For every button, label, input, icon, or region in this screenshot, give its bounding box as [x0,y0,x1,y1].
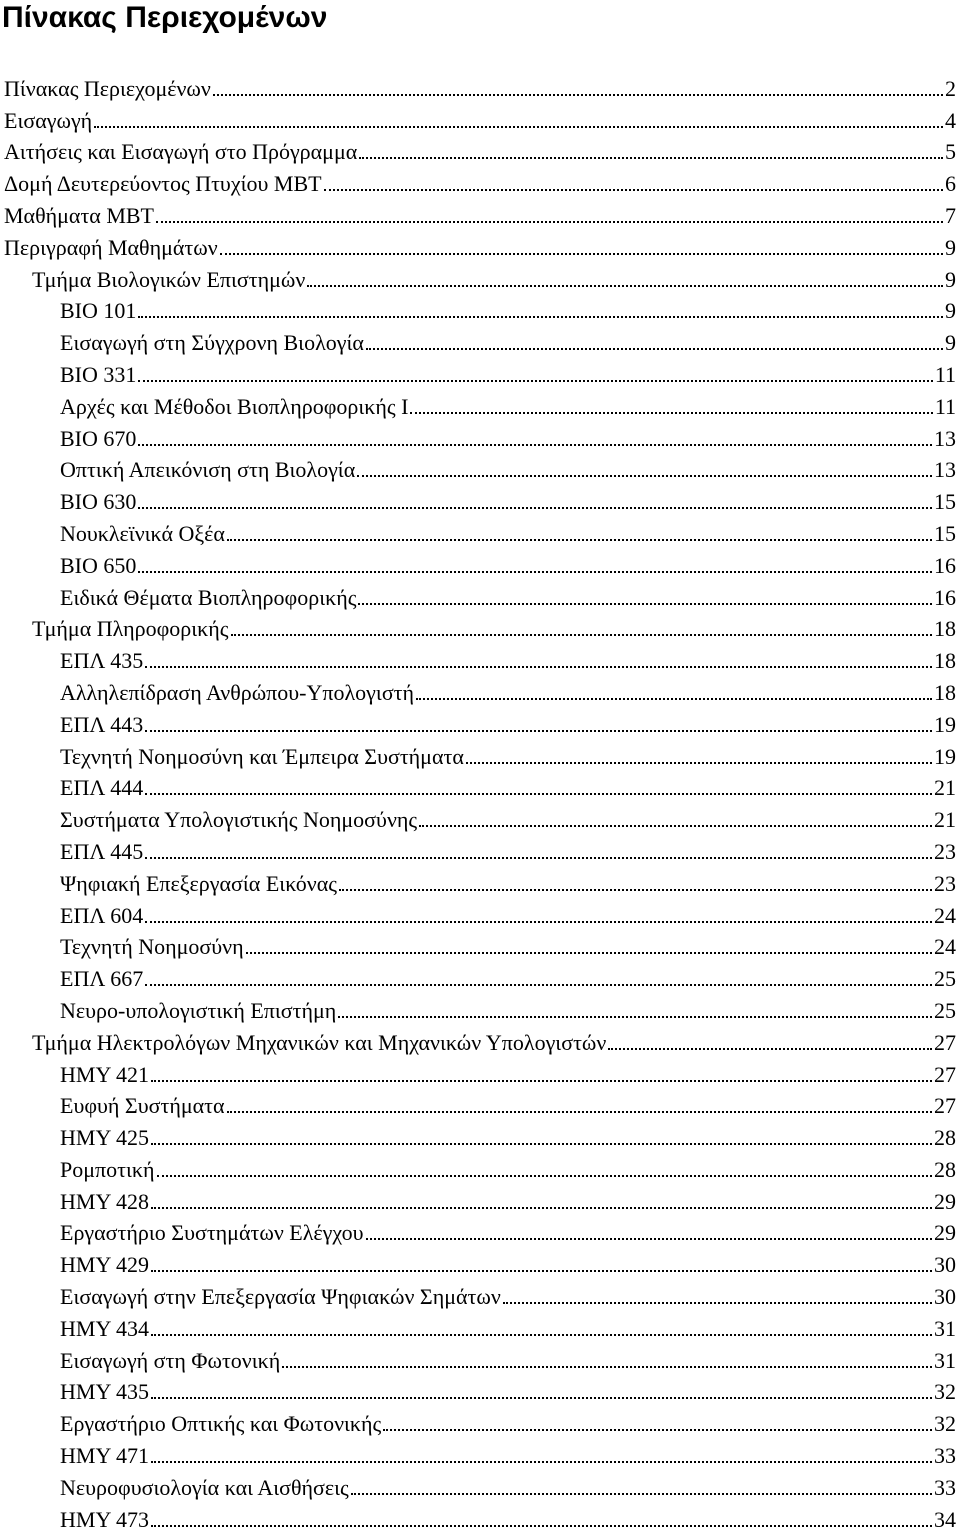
toc-entry-page-number: 21 [934,775,956,801]
toc-entry-title: ΗΜΥ 421 [60,1061,150,1087]
dot-leader [151,1080,932,1082]
toc-entry[interactable] [0,992,960,1024]
dot-leader [145,921,932,923]
toc-entry-title: Ευφυή Συστήματα [60,1093,225,1119]
toc-entry-page-number: 32 [934,1379,956,1405]
dot-leader [138,380,932,382]
dot-leader [145,984,932,986]
toc-entry-title: Τεχνητή Νοημοσύνη και Έμπειρα Συστήματα [60,743,464,769]
dot-leader [324,189,943,191]
toc-entry-title: Τμήμα Ηλεκτρολόγων Μηχανικών και Μηχανικών Υπολογιστών [32,1029,607,1055]
toc-entry-page-number: 24 [934,902,956,928]
dot-leader [416,698,932,700]
toc-entry[interactable] [0,1405,960,1437]
toc-entry-page-number: 5 [945,139,956,165]
toc-entry[interactable] [0,801,960,833]
dot-leader [138,571,932,573]
dot-leader [151,1334,932,1336]
toc-entry[interactable] [0,261,960,293]
toc-entry-title: Τεχνητή Νοημοσύνη [60,934,244,960]
dot-leader [145,666,932,668]
toc-entry-title: ΕΠΛ 435 [60,648,144,674]
toc-entry[interactable] [0,1374,960,1406]
toc-entry-page-number: 29 [934,1188,956,1214]
toc-entry-title: ΗΜΥ 434 [60,1315,150,1341]
dot-leader [151,1270,932,1272]
toc-entry-title: Νουκλεϊνικά Οξέα [60,520,225,546]
toc-entry[interactable] [0,579,960,611]
toc-entry-page-number: 16 [934,552,956,578]
dot-leader [358,603,932,605]
dot-leader [227,1111,932,1113]
toc-entry-title: ΗΜΥ 471 [60,1443,150,1469]
dot-leader [246,952,932,954]
toc-entry[interactable] [0,452,960,484]
toc-entry-title: ΕΠΛ 667 [60,966,144,992]
toc-entry[interactable] [0,738,960,770]
toc-entry-page-number: 2 [945,75,956,101]
toc-entry[interactable] [0,293,960,325]
toc-entry-title: ΒΙΟ 650 [60,552,137,578]
toc-entry-page-number: 9 [945,234,956,260]
toc-entry-title: Αιτήσεις και Εισαγωγή στο Πρόγραμμα [4,139,358,165]
toc-entry-title: ΗΜΥ 429 [60,1252,150,1278]
toc-entry-page-number: 32 [934,1411,956,1437]
toc-entry-title: ΗΜΥ 425 [60,1125,150,1151]
toc-entry-title: ΕΠΛ 445 [60,838,144,864]
toc-entry-title: Εργαστήριο Οπτικής και Φωτονικής [60,1411,382,1437]
dot-leader [94,126,943,128]
toc-entry-page-number: 18 [934,679,956,705]
dot-leader [366,348,943,350]
toc-entry[interactable] [0,1437,960,1469]
toc-entry[interactable] [0,1183,960,1215]
toc-entry[interactable] [0,833,960,865]
dot-leader [138,316,943,318]
dot-leader [419,825,932,827]
dot-leader [145,793,932,795]
toc-entry-title: ΕΠΛ 443 [60,711,144,737]
dot-leader [145,730,932,732]
dot-leader [351,1493,932,1495]
toc-entry-title: Ρομποτική [60,1156,155,1182]
toc-entry[interactable] [0,483,960,515]
toc-entry[interactable] [0,356,960,388]
toc-entry[interactable] [0,611,960,643]
dot-leader [151,1397,932,1399]
toc-entry-page-number: 23 [934,838,956,864]
toc-entry-title: Νευροφυσιολογία και Αισθήσεις [60,1474,349,1500]
toc-entry[interactable] [0,1024,960,1056]
toc-entry-page-number: 33 [934,1474,956,1500]
toc-entry-title: Συστήματα Υπολογιστικής Νοημοσύνης [60,807,418,833]
toc-entry-title: Τμήμα Βιολογικών Επιστημών [32,266,306,292]
dot-leader [138,507,932,509]
toc-entry[interactable] [0,706,960,738]
toc-entry-title: Εισαγωγή στη Φωτονική [60,1347,281,1373]
dot-leader [466,762,932,764]
toc-entry[interactable] [0,102,960,134]
toc-entry-page-number: 24 [934,934,956,960]
toc-entry[interactable] [0,229,960,261]
dot-leader [145,857,932,859]
toc-entry-title: ΗΜΥ 428 [60,1188,150,1214]
toc-entry[interactable] [0,960,960,992]
toc-entry-title: ΒΙΟ 670 [60,425,137,451]
toc-entry[interactable] [0,1310,960,1342]
toc-entry[interactable] [0,642,960,674]
toc-entry-title: Εισαγωγή στη Σύγχρονη Βιολογία [60,330,364,356]
toc-entry-title: ΗΜΥ 435 [60,1379,150,1405]
toc-entry-page-number: 30 [934,1252,956,1278]
toc-entry-page-number: 28 [934,1156,956,1182]
toc-entry[interactable] [0,1119,960,1151]
toc-entry-page-number: 11 [934,393,956,419]
dot-leader [156,221,943,223]
toc-entry[interactable] [0,1215,960,1247]
toc-entry-title: Εισαγωγή στην Επεξεργασία Ψηφιακών Σημάτων [60,1284,501,1310]
toc-entry[interactable] [0,674,960,706]
toc-entry[interactable] [0,165,960,197]
toc-entry[interactable] [0,865,960,897]
toc-entry[interactable] [0,770,960,802]
toc-entry-page-number: 9 [945,298,956,324]
toc-entry[interactable] [0,324,960,356]
toc-entry-page-number: 30 [934,1284,956,1310]
toc-entry[interactable] [0,547,960,579]
dot-leader [366,1238,933,1240]
toc-entry-page-number: 18 [934,648,956,674]
toc-entry-title: Αρχές και Μέθοδοι Βιοπληροφορικής Ι [60,393,409,419]
toc-entry-page-number: 34 [934,1506,956,1532]
toc-entry[interactable] [0,1246,960,1278]
toc-entry-title: Ειδικά Θέματα Βιοπληροφορικής [60,584,357,610]
toc-entry-title: ΕΠΛ 444 [60,775,144,801]
toc-entry-page-number: 25 [934,966,956,992]
toc-entry-page-number: 16 [934,584,956,610]
dot-leader [307,285,943,287]
dot-leader [608,1048,932,1050]
dot-leader [213,94,943,96]
toc-entry-page-number: 25 [934,997,956,1023]
toc-entry-title: ΗΜΥ 473 [60,1506,150,1532]
toc-entry-title: Πίνακας Περιεχομένων [4,75,211,101]
toc-entry[interactable] [0,1151,960,1183]
toc-entry-title: Νευρο-υπολογιστική Επιστήμη [60,997,337,1023]
dot-leader [151,1207,932,1209]
dot-leader [151,1525,932,1527]
toc-entry[interactable] [0,420,960,452]
toc-entry-page-number: 7 [945,202,956,228]
toc-entry-title: ΒΙΟ 331 [60,361,137,387]
toc-entry[interactable] [0,70,960,102]
toc-entry[interactable] [0,1501,960,1533]
toc-entry-title: ΒΙΟ 630 [60,489,137,515]
toc-entry-page-number: 11 [934,361,956,387]
dot-leader [231,634,933,636]
toc-entry-page-number: 19 [934,711,956,737]
dot-leader [359,157,943,159]
toc-entry[interactable] [0,1342,960,1374]
dot-leader [227,539,932,541]
toc-entry[interactable] [0,1056,960,1088]
toc-entry[interactable] [0,1469,960,1501]
dot-leader [410,412,932,414]
toc-entry-page-number: 18 [934,616,956,642]
table-of-contents [0,70,960,1533]
page-title: Πίνακας Περιεχομένων [2,1,328,34]
toc-entry-page-number: 6 [945,171,956,197]
dot-leader [220,253,943,255]
toc-entry-title: ΕΠΛ 604 [60,902,144,928]
dot-leader [157,1175,933,1177]
toc-entry[interactable] [0,134,960,166]
toc-entry-page-number: 9 [945,330,956,356]
toc-entry-page-number: 27 [934,1093,956,1119]
toc-entry-page-number: 13 [934,457,956,483]
toc-entry-page-number: 4 [945,107,956,133]
toc-entry[interactable] [0,897,960,929]
toc-entry-page-number: 27 [934,1061,956,1087]
toc-entry-page-number: 28 [934,1125,956,1151]
toc-entry[interactable] [0,388,960,420]
toc-entry-title: Αλληλεπίδραση Ανθρώπου-Υπολογιστή [60,679,415,705]
toc-entry-title: Μαθήματα ΜΒΤ [4,202,154,228]
toc-entry-title: Οπτική Απεικόνιση στη Βιολογία [60,457,356,483]
dot-leader [383,1429,932,1431]
toc-entry-page-number: 31 [934,1347,956,1373]
toc-entry[interactable] [0,929,960,961]
dot-leader [151,1143,932,1145]
toc-entry[interactable] [0,197,960,229]
toc-entry[interactable] [0,1088,960,1120]
toc-entry-title: Περιγραφή Μαθημάτων [4,234,218,260]
dot-leader [138,444,932,446]
dot-leader [503,1302,932,1304]
toc-entry-title: ΒΙΟ 101 [60,298,137,324]
toc-entry-page-number: 15 [934,489,956,515]
dot-leader [339,889,932,891]
toc-entry[interactable] [0,1278,960,1310]
toc-entry-title: Τμήμα Πληροφορικής [32,616,229,642]
toc-entry[interactable] [0,515,960,547]
toc-entry-page-number: 21 [934,807,956,833]
toc-entry-page-number: 33 [934,1443,956,1469]
toc-entry-page-number: 13 [934,425,956,451]
toc-entry-title: Εργαστήριο Συστημάτων Ελέγχου [60,1220,364,1246]
dot-leader [282,1366,932,1368]
toc-entry-page-number: 29 [934,1220,956,1246]
toc-entry-page-number: 9 [945,266,956,292]
toc-entry-page-number: 19 [934,743,956,769]
toc-entry-page-number: 23 [934,870,956,896]
toc-entry-page-number: 15 [934,520,956,546]
toc-entry-title: Εισαγωγή [4,107,93,133]
toc-entry-page-number: 31 [934,1315,956,1341]
toc-entry-title: Δομή Δευτερεύοντος Πτυχίου ΜΒΤ [4,171,322,197]
toc-entry-title: Ψηφιακή Επεξεργασία Εικόνας [60,870,337,896]
dot-leader [338,1016,932,1018]
dot-leader [357,475,932,477]
toc-entry-page-number: 27 [934,1029,956,1055]
dot-leader [151,1461,932,1463]
